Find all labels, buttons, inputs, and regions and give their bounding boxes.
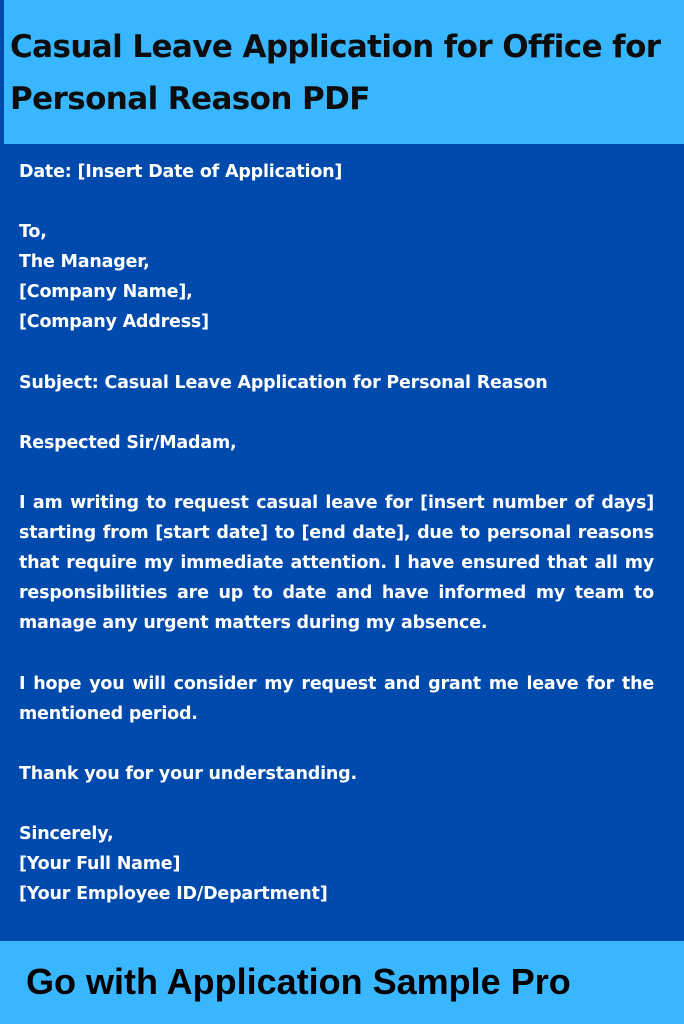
header-banner [0, 0, 684, 144]
letter-date: Date: [Insert Date of Application] [19, 162, 343, 182]
letter-body-paragraph-2: I hope you will consider my request and grant me leave for the mentioned period. [19, 673, 654, 724]
recipient-company-name: [Company Name], [19, 282, 193, 303]
letter-subject: Subject: Casual Leave Application for Personal Reason [19, 372, 548, 393]
page-title: Casual Leave Application for Office for Personal Reason PDF [10, 29, 661, 117]
letter-thanks: Thank you for your understanding. [19, 763, 357, 784]
recipient-company-address: [Company Address] [19, 312, 209, 333]
footer-tagline: Go with Application Sample Pro [26, 961, 571, 1002]
letter-recipient [19, 217, 654, 337]
letter-salutation: Respected Sir/Madam, [19, 432, 237, 453]
letter-body-paragraph-1: I am writing to request casual leave for [insert number of days] starting from [start date] to [end date], due to personal reasons that require my immediate attention. I have ensured that all my responsibilities are up to date and have informed my team to manage any urgent matters during my absence. [19, 493, 654, 634]
footer-banner [0, 941, 684, 1024]
closing-name: [Your Full Name] [19, 854, 181, 875]
letter-body [19, 157, 654, 939]
recipient-to: To, [19, 222, 47, 243]
recipient-title: The Manager, [19, 252, 150, 273]
closing-sign-off: Sincerely, [19, 824, 114, 845]
letter-closing [19, 819, 654, 909]
closing-id-department: [Your Employee ID/Department] [19, 884, 328, 905]
